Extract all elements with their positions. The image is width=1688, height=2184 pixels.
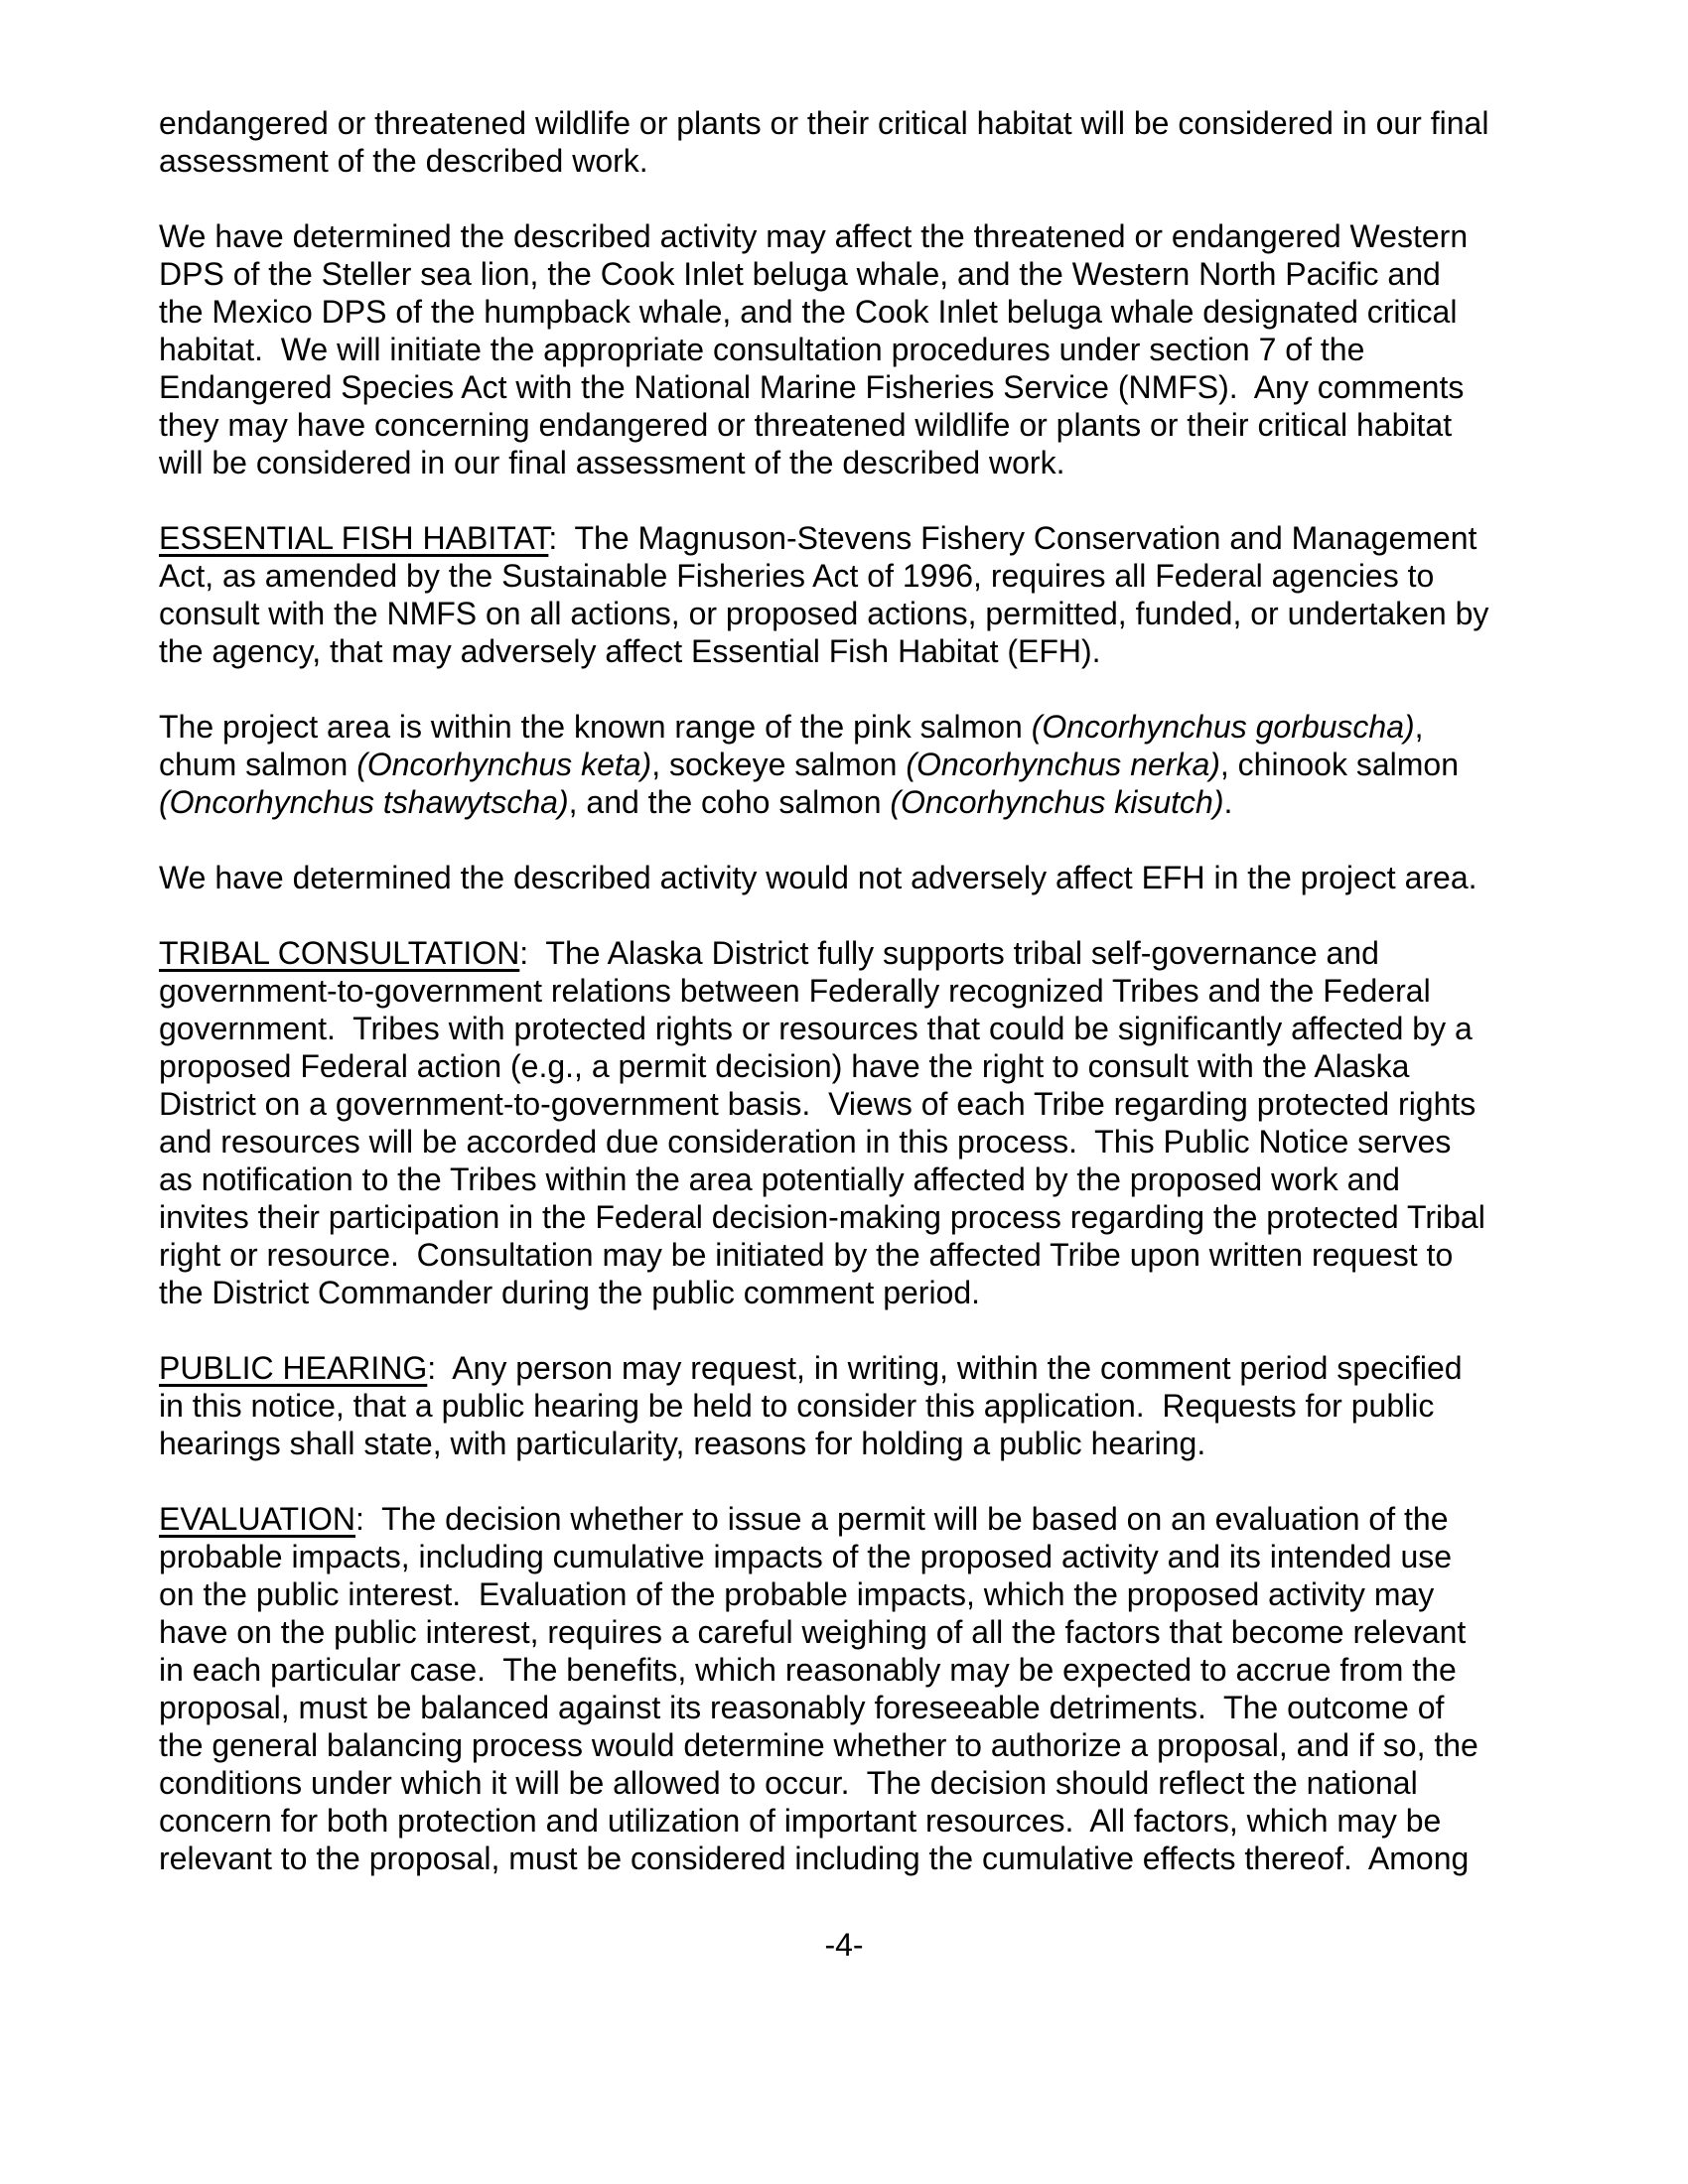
text-run: District on a government-to-government basis. Views of each Tribe regarding protected rights	[159, 1086, 1477, 1122]
text-line	[159, 368, 1569, 406]
text-run: proposed Federal action (e.g., a permit decision) have the right to consult with the Alaska	[159, 1048, 1410, 1084]
paragraph-evaluation	[159, 1500, 1569, 1877]
text-line	[159, 746, 1569, 783]
text-line	[159, 1764, 1569, 1802]
text-line	[159, 632, 1569, 670]
text-run: : The Magnuson-Stevens Fishery Conservation and Management	[548, 520, 1477, 556]
text-line	[159, 1651, 1569, 1689]
text-line	[159, 1123, 1569, 1160]
text-run: and resources will be accorded due consideration in this process. This Public Notice serves	[159, 1124, 1452, 1160]
text-run: the general balancing process would determine whether to authorize a proposal, and if so, the	[159, 1727, 1478, 1763]
text-line	[159, 142, 1569, 180]
text-line	[159, 708, 1569, 746]
page-number: -4-	[824, 1927, 864, 1963]
text-line	[159, 1274, 1569, 1311]
text-run: The project area is within the known range of the pink salmon	[159, 709, 1032, 745]
text-line	[159, 1236, 1569, 1274]
text-line	[159, 1047, 1569, 1085]
text-run: will be considered in our final assessment of the described work.	[159, 445, 1065, 480]
text-line	[159, 972, 1569, 1010]
text-line	[159, 104, 1569, 142]
text-line	[159, 293, 1569, 331]
document-body	[159, 104, 1569, 1877]
species-name: (Oncorhynchus tshawytscha)	[159, 784, 569, 820]
text-run: habitat. We will initiate the appropriate consultation procedures under section 7 of the	[159, 332, 1365, 367]
text-line	[159, 595, 1569, 632]
text-run: endangered or threatened wildlife or plants or their critical habitat will be considered in our final	[159, 105, 1489, 141]
paragraph-esa-determination	[159, 217, 1569, 481]
text-run: , sockeye salmon	[651, 747, 907, 782]
text-run: have on the public interest, requires a careful weighing of all the factors that become relevant	[159, 1614, 1467, 1650]
text-line	[159, 255, 1569, 293]
text-run: government-to-government relations between Federally recognized Tribes and the Federal	[159, 973, 1431, 1009]
text-line	[159, 1010, 1569, 1047]
text-line	[159, 1575, 1569, 1613]
text-run: We have determined the described activity may affect the threatened or endangered Western	[159, 218, 1469, 254]
text-line	[159, 1613, 1569, 1651]
text-line	[159, 1840, 1569, 1877]
paragraph-salmon-species	[159, 708, 1569, 821]
section-heading: PUBLIC HEARING	[159, 1350, 428, 1386]
text-run: assessment of the described work.	[159, 143, 648, 179]
text-line	[159, 1349, 1569, 1387]
text-line	[159, 1387, 1569, 1425]
text-run: .	[1223, 784, 1233, 820]
text-run: : Any person may request, in writing, within the comment period specified	[427, 1350, 1463, 1386]
text-line	[159, 331, 1569, 368]
text-run: invites their participation in the Federal decision-making process regarding the protected Tribal	[159, 1199, 1485, 1235]
paragraph-esa-comments-conclusion	[159, 104, 1569, 180]
species-name: (Oncorhynchus keta)	[356, 747, 652, 782]
text-run: , chinook salmon	[1219, 747, 1460, 782]
paragraph-public-hearing	[159, 1349, 1569, 1462]
page-footer	[0, 1926, 1688, 1964]
text-line	[159, 1802, 1569, 1840]
text-line	[159, 1160, 1569, 1198]
text-line	[159, 444, 1569, 481]
text-run: We have determined the described activity would not adversely affect EFH in the project area.	[159, 860, 1477, 895]
text-run: relevant to the proposal, must be considered including the cumulative effects thereof. Among	[159, 1841, 1470, 1876]
text-run: the District Commander during the public comment period.	[159, 1275, 981, 1310]
paragraph-efh-determination	[159, 859, 1569, 896]
species-name: (Oncorhynchus nerka)	[906, 747, 1220, 782]
text-line	[159, 1085, 1569, 1123]
section-heading: TRIBAL CONSULTATION	[159, 935, 520, 971]
text-run: right or resource. Consultation may be initiated by the affected Tribe upon written request to	[159, 1237, 1454, 1273]
section-heading: ESSENTIAL FISH HABITAT	[159, 520, 549, 556]
text-run: hearings shall state, with particularity, reasons for holding a public hearing.	[159, 1426, 1206, 1461]
text-line	[159, 1538, 1569, 1575]
text-run: : The Alaska District fully supports tribal self-governance and	[519, 935, 1379, 971]
text-run: Endangered Species Act with the National Marine Fisheries Service (NMFS). Any comments	[159, 369, 1465, 405]
text-line	[159, 934, 1569, 972]
text-run: in each particular case. The benefits, which reasonably may be expected to accrue from the	[159, 1652, 1457, 1688]
text-line	[159, 406, 1569, 444]
text-run: consult with the NMFS on all actions, or proposed actions, permitted, funded, or undertaken by	[159, 596, 1489, 631]
text-run: : The decision whether to issue a permit will be based on an evaluation of the	[354, 1501, 1449, 1537]
paragraph-essential-fish-habitat	[159, 519, 1569, 670]
paragraph-tribal-consultation	[159, 934, 1569, 1311]
text-run: government. Tribes with protected rights or resources that could be significantly affected by a	[159, 1011, 1473, 1046]
text-run: on the public interest. Evaluation of the probable impacts, which the proposed activity may	[159, 1576, 1435, 1612]
text-line	[159, 1726, 1569, 1764]
text-line	[159, 1198, 1569, 1236]
text-line	[159, 783, 1569, 821]
section-heading: EVALUATION	[159, 1501, 355, 1537]
species-name: (Oncorhynchus kisutch)	[890, 784, 1224, 820]
text-run: , and the coho salmon	[568, 784, 891, 820]
text-run: the agency, that may adversely affect Essential Fish Habitat (EFH).	[159, 633, 1101, 669]
text-line	[159, 1425, 1569, 1462]
text-run: conditions under which it will be allowed to occur. The decision should reflect the national	[159, 1765, 1418, 1801]
text-line	[159, 1689, 1569, 1726]
text-run: they may have concerning endangered or threatened wildlife or plants or their critical habitat	[159, 407, 1453, 443]
text-line	[159, 557, 1569, 595]
text-run: as notification to the Tribes within the area potentially affected by the proposed work and	[159, 1161, 1400, 1197]
text-line	[159, 217, 1569, 255]
text-run: proposal, must be balanced against its reasonably foreseeable detriments. The outcome of	[159, 1690, 1445, 1725]
text-run: DPS of the Steller sea lion, the Cook Inlet beluga whale, and the Western North Pacific and	[159, 256, 1441, 292]
text-run: probable impacts, including cumulative impacts of the proposed activity and its intended use	[159, 1539, 1453, 1574]
text-run: chum salmon	[159, 747, 357, 782]
text-run: Act, as amended by the Sustainable Fisheries Act of 1996, requires all Federal agencies to	[159, 558, 1435, 594]
text-line	[159, 1500, 1569, 1538]
text-run: ,	[1414, 709, 1424, 745]
species-name: (Oncorhynchus gorbuscha)	[1031, 709, 1415, 745]
text-run: the Mexico DPS of the humpback whale, and the Cook Inlet beluga whale designated critical	[159, 294, 1458, 330]
text-line	[159, 859, 1569, 896]
text-run: in this notice, that a public hearing be held to consider this application. Requests for public	[159, 1388, 1435, 1424]
text-run: concern for both protection and utilization of important resources. All factors, which may be	[159, 1803, 1442, 1839]
text-line	[159, 519, 1569, 557]
